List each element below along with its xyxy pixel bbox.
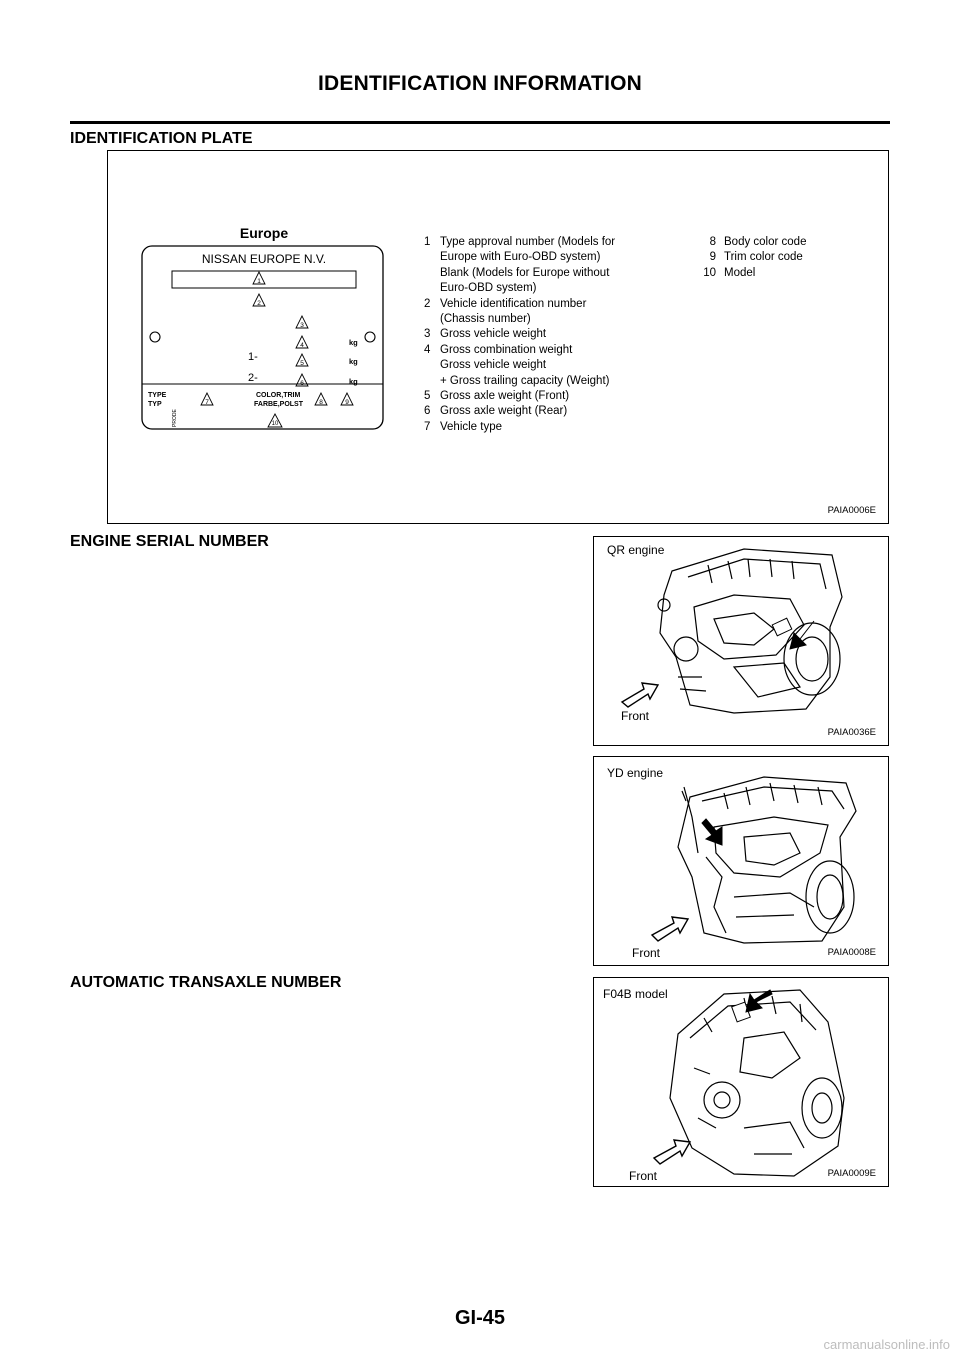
- identification-plate-figure: [107, 150, 889, 524]
- legend-item-line: Blank (Models for Europe without: [440, 266, 610, 279]
- transaxle-figure-label: F04B model: [603, 987, 668, 1001]
- engine-outline: [678, 777, 856, 943]
- header-rule: [70, 121, 890, 124]
- callout-triangle: [296, 336, 308, 349]
- legend-item-line: Euro-OBD system): [440, 282, 537, 295]
- callout-triangle: [201, 393, 213, 406]
- callout-triangle: [296, 374, 308, 387]
- figure-code: PAIA0008E: [827, 947, 876, 958]
- engine-outline: [658, 549, 842, 713]
- svg-text:7: 7: [205, 399, 209, 406]
- legend-item: 5 Gross axle weight (Front): [424, 390, 570, 403]
- callout-triangle: [253, 294, 265, 307]
- plate-unit-front-axle: kg: [349, 357, 358, 366]
- plate-color-label: COLOR,TRIM FARBE,POLST: [254, 392, 304, 408]
- figure-code: PAIA0036E: [827, 727, 876, 738]
- plate-side-text: PRODE: [172, 409, 178, 427]
- legend-item-line: + Gross trailing capacity (Weight): [440, 374, 610, 387]
- figure-code: PAIA0006E: [827, 505, 876, 516]
- legend-item-line: (Chassis number): [440, 313, 531, 326]
- f04b-transaxle-illustration: [594, 978, 890, 1188]
- svg-text:5: 5: [300, 360, 304, 367]
- plate-title: NISSAN EUROPE N.V.: [201, 252, 327, 266]
- legend-item: 1 Type approval number (Models for: [424, 236, 616, 248]
- svg-text:3: 3: [300, 322, 304, 329]
- serial-number-location: [772, 618, 792, 636]
- plate-region-label: Europe: [239, 225, 289, 241]
- front-arrow-icon: [652, 917, 688, 941]
- location-arrow-icon: [702, 819, 722, 845]
- svg-text:1: 1: [257, 278, 261, 285]
- yd-engine-figure: [593, 756, 889, 966]
- callout-triangle: [268, 414, 282, 427]
- section-heading-automatic-transaxle-number: AUTOMATIC TRANSAXLE NUMBER: [70, 974, 342, 991]
- legend-item: 6 Gross axle weight (Rear): [424, 405, 568, 418]
- legend-item-line: Europe with Euro-OBD system): [440, 251, 601, 264]
- front-label: Front: [621, 709, 650, 723]
- page-number: GI-45: [454, 1307, 506, 1329]
- front-label: Front: [629, 1169, 658, 1183]
- front-arrow-icon: [654, 1140, 690, 1164]
- legend-item: 8 Body color code: [709, 236, 807, 248]
- legend-item: 3 Gross vehicle weight: [424, 328, 547, 341]
- legend-item: 2 Vehicle identification number: [424, 297, 587, 310]
- plate-unit-rear-axle: kg: [349, 377, 358, 386]
- watermark: carmanualsonline.info: [823, 1337, 950, 1352]
- plate-legend-right: [694, 235, 874, 281]
- transaxle-outline: [670, 990, 844, 1176]
- legend-item: 4 Gross combination weight: [424, 343, 573, 356]
- callout-triangle: [341, 393, 353, 406]
- figure-code: PAIA0009E: [827, 1168, 876, 1179]
- plate-unit-gross-combination: kg: [349, 338, 358, 347]
- plate-type-approval-box: [172, 271, 356, 288]
- plate-rivet-right: [365, 332, 375, 342]
- legend-item: 9 Trim color code: [709, 251, 803, 264]
- engine-figure-label: YD engine: [607, 766, 664, 780]
- callout-triangle: [296, 316, 308, 329]
- plate-type-label: TYPE TYP: [148, 392, 167, 408]
- svg-text:4: 4: [300, 342, 304, 349]
- page-title: IDENTIFICATION INFORMATION: [317, 72, 643, 95]
- callout-triangle: [315, 393, 327, 406]
- svg-text:2: 2: [257, 300, 261, 307]
- location-arrow-icon: [746, 990, 772, 1012]
- front-arrow-icon: [622, 683, 658, 707]
- plate-rivet-left: [150, 332, 160, 342]
- plate-legend-left: [424, 235, 679, 435]
- engine-figure-label: QR engine: [607, 543, 665, 557]
- qr-engine-figure: [593, 536, 889, 746]
- svg-text:6: 6: [300, 380, 304, 387]
- svg-text:8: 8: [319, 399, 323, 406]
- section-heading-engine-serial-number: ENGINE SERIAL NUMBER: [70, 533, 269, 550]
- callout-triangle: [296, 354, 308, 367]
- front-label: Front: [632, 946, 661, 960]
- legend-item: 7 Vehicle type: [424, 420, 503, 433]
- callout-triangle: [253, 272, 265, 285]
- plate-row-1-label: 1-: [248, 351, 258, 363]
- legend-item-line: Gross vehicle weight: [440, 359, 547, 372]
- plate-row-2-label: 2-: [248, 372, 258, 384]
- yd-engine-illustration: [594, 757, 890, 967]
- legend-item: 10 Model: [703, 266, 756, 279]
- svg-text:10: 10: [271, 421, 279, 427]
- f04b-transaxle-figure: [593, 977, 889, 1187]
- section-heading-identification-plate: IDENTIFICATION PLATE: [70, 130, 253, 147]
- svg-text:9: 9: [345, 399, 349, 406]
